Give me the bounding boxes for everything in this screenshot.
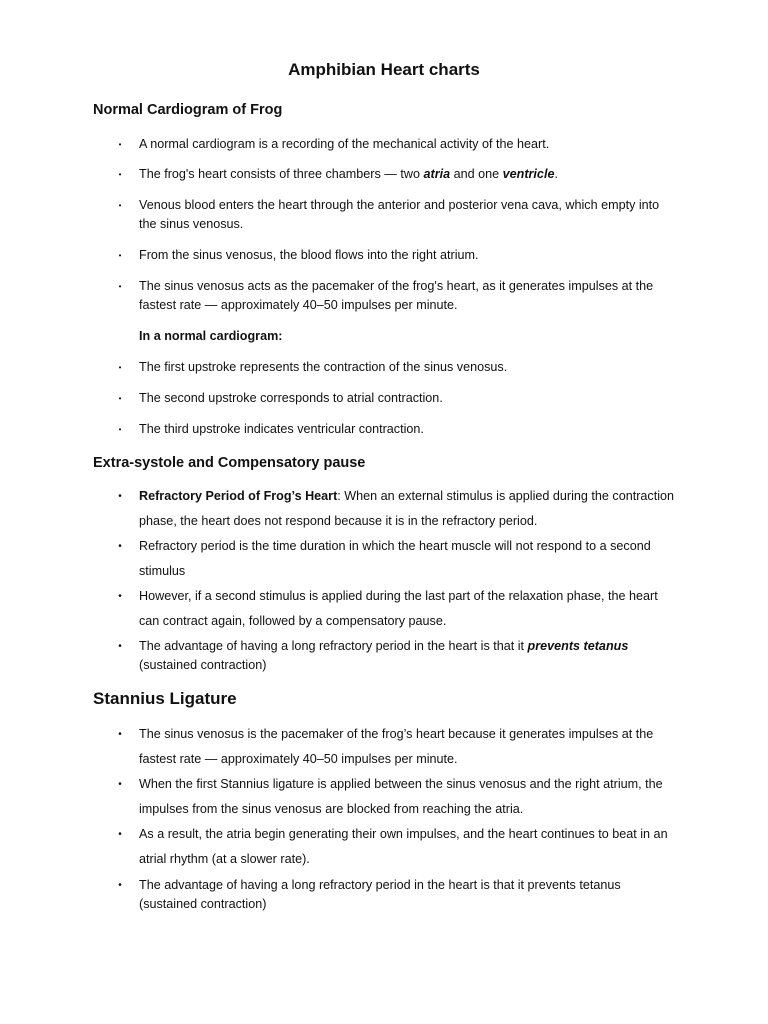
list-item-text: The frog's heart consists of three chambers — two atria and one ventricle. xyxy=(139,167,558,181)
bullet-icon: • xyxy=(118,201,122,210)
document-title: Amphibian Heart charts xyxy=(288,60,480,79)
list-item-text: Refractory period is the time duration in which the heart muscle will not respond to a second stimulus xyxy=(139,539,651,578)
list-item-text: Venous blood enters the heart through the anterior and posterior vena cava, which empty into the sinus venosus. xyxy=(139,198,660,231)
bullet-icon: • xyxy=(118,880,122,891)
bullet-icon: • xyxy=(118,282,122,291)
list-item-text: The third upstroke indicates ventricular contraction. xyxy=(139,422,424,436)
bullet-icon: • xyxy=(118,491,122,502)
list-item-text: The second upstroke corresponds to atrial contraction. xyxy=(139,391,443,405)
bullet-icon: • xyxy=(118,541,122,552)
list-item-text: The sinus venosus acts as the pacemaker of the frog's heart, as it generates impulses at the fastest rate — approximately 40–50 impulses per minute. xyxy=(139,279,654,312)
section-heading-normal-cardiogram: Normal Cardiogram of Frog xyxy=(93,102,283,118)
bullet-icon: • xyxy=(118,591,122,602)
emphasis-refractory-period: Refractory Period of Frog’s Heart xyxy=(139,489,338,503)
bullet-icon: • xyxy=(118,170,122,179)
emphasis-atria: atria xyxy=(423,167,451,181)
bullet-icon: • xyxy=(118,779,122,790)
bullet-icon: • xyxy=(118,363,122,372)
bullet-icon: • xyxy=(118,140,122,149)
bullet-icon: • xyxy=(118,829,122,840)
bullet-icon: • xyxy=(118,425,122,434)
emphasis-ventricle: ventricle xyxy=(502,167,555,181)
list-item-text: The sinus venosus is the pacemaker of the frog’s heart because it generates impulses at the fastest rate — approximately 40–50 impulses per minute. xyxy=(139,727,654,766)
bullet-icon: • xyxy=(118,251,122,260)
list-item-text: When the first Stannius ligature is applied between the sinus venosus and the right atrium, the impulses from the sinus venosus are blocked from reaching the atria. xyxy=(139,777,663,816)
section-heading-stannius-ligature: Stannius Ligature xyxy=(93,689,237,708)
list-item-text: A normal cardiogram is a recording of the mechanical activity of the heart. xyxy=(139,137,550,151)
emphasis-prevents-tetanus: prevents tetanus xyxy=(527,639,629,653)
list-item-text: As a result, the atria begin generating their own impulses, and the heart continues to beat in an atrial rhythm (at a slower rate). xyxy=(139,827,668,866)
list-item-text: From the sinus venosus, the blood flows into the right atrium. xyxy=(139,248,479,262)
bullet-icon: • xyxy=(118,729,122,740)
list-item-text: The advantage of having a long refractory period in the heart is that it prevents tetanus (sustained contraction) xyxy=(139,878,621,911)
list-item-text: The first upstroke represents the contraction of the sinus venosus. xyxy=(139,360,508,374)
subheading-text: In a normal cardiogram: xyxy=(139,329,283,343)
list-item-text: However, if a second stimulus is applied during the last part of the relaxation phase, the heart can contract again, followed by a compensatory pause. xyxy=(139,589,658,628)
section-heading-extra-systole: Extra-systole and Compensatory pause xyxy=(93,455,366,471)
bullet-icon: • xyxy=(118,641,122,652)
list-item-text: Refractory Period of Frog’s Heart: When an external stimulus is applied during the contraction phase, the heart does not respond because it is in the refractory period. xyxy=(139,489,674,528)
bullet-icon: • xyxy=(118,394,122,403)
list-item-text: The advantage of having a long refractory period in the heart is that it prevents tetanus (sustained contraction) xyxy=(139,639,629,672)
